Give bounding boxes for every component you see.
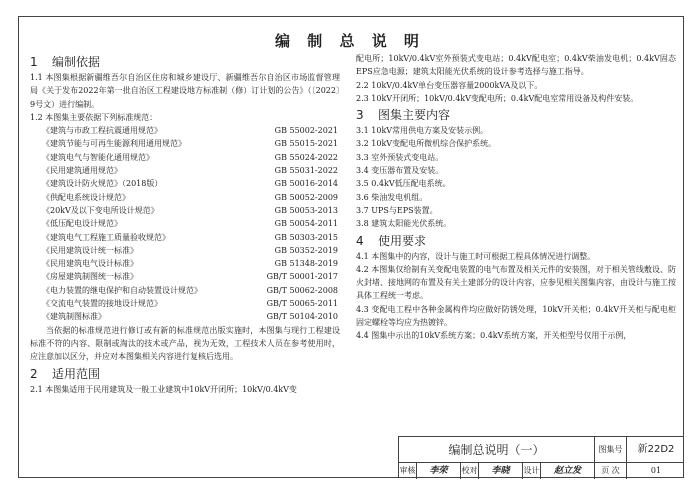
standard-code: GB 51348-2019 (274, 259, 338, 269)
section-2-heading: 2 适用范围 (30, 366, 101, 381)
standard-row (30, 297, 340, 310)
standard-name: 《民用建筑设计统一标准》 (42, 245, 138, 255)
standard-code: GB 55002-2021 (274, 126, 338, 136)
standard-name: 《建筑设计防火规范》（2018版） (42, 179, 163, 189)
standard-row (30, 231, 340, 244)
standard-name: 《建筑与市政工程抗震通用规范》 (42, 126, 162, 136)
design-signature: 赵立发 (541, 463, 595, 479)
standard-code: GB/T 50001-2017 (266, 272, 338, 282)
page-title: 编 制 总 说 明 (275, 32, 425, 50)
standard-row (30, 217, 340, 230)
para-1-1: 1.1 本图集根据新疆维吾尔自治区住房和城乡建设厅、新疆维吾尔自治区市场监督管理局《关于发布2022年第一批自治区工程建设地方标准制（修）订计划的公告》（〔2022〕9号文）进行编制。 (30, 73, 340, 109)
standard-name: 《20kV及以下变电所设计规范》 (42, 205, 159, 215)
standard-code: GB 50016-2014 (274, 179, 338, 189)
page-number: 01 (650, 466, 662, 475)
standard-row (30, 257, 340, 270)
standard-name: 《电力装置的继电保护和自动装置设计规范》 (42, 285, 202, 295)
para-2-1-cont: 配电所；10kV/0.4kV室外预装式变电站；0.4kV配电室；0.4kV柴油发电机；0.4kV固态EPS应急电源；建筑太阳能光伏系统的设计参考选择与施工指导。 (356, 54, 676, 77)
para-1-2: 1.2 本图集主要依据下列标准规范： (30, 112, 158, 122)
standard-name: 《交流电气装置的接地设计规范》 (42, 299, 162, 309)
review-label: 审核 (399, 463, 417, 479)
section-3-item: 3.1 10kV常用供电方案及安装示例。 (356, 126, 489, 136)
title-block-row-2 (399, 463, 684, 479)
section-3-item: 3.4 变压器布置及安装。 (356, 166, 444, 176)
standard-code: GB 50352-2019 (274, 245, 338, 255)
para-2-2: 2.2 10kV/0.4kV单台变压器容量2000kVA及以下。 (356, 80, 543, 90)
section-3-item: 3.3 室外预装式变电站。 (356, 152, 444, 162)
section-3-heading: 3 图集主要内容 (356, 108, 451, 123)
standard-row (30, 124, 340, 137)
title-block-row-1 (399, 437, 684, 463)
standard-name: 《供配电系统设计规范》 (42, 192, 130, 202)
standard-row (30, 164, 340, 177)
para-4-2: 4.2 本图集仅给制有关变配电装置的电气布置及相关元件的安装图，对于相关管线敷设、防火封堵、接地网的布置及有关土建部分的设计内容，应参见相关图集内容，由设计与施工按具体工程统一考虑。 (356, 264, 676, 301)
section-3-list (356, 124, 676, 230)
standard-code: GB 55024-2022 (274, 152, 338, 162)
title-block (398, 436, 684, 478)
atlas-label: 图集号 (595, 437, 627, 463)
section-3-item: 3.5 0.4kV低压配电系统。 (356, 179, 451, 189)
check-label: 校对 (461, 463, 479, 479)
standards-list (30, 124, 340, 323)
standard-row (30, 270, 340, 283)
para-4-1: 4.1 本图集中的内容，设计与施工时可根据工程具体情况进行调整。 (356, 251, 596, 261)
standard-code: GB/T 50062-2008 (266, 285, 338, 295)
standard-name: 《建筑电气与智能化通用规范》 (42, 152, 154, 162)
para-2-3: 2.3 10kV开闭所；10kV/0.4kV变配电所；0.4kV配电室常用设备及构件安装。 (356, 93, 639, 103)
standard-code: GB 50303-2015 (274, 232, 338, 242)
standard-row (30, 137, 340, 150)
standard-row (30, 177, 340, 190)
standard-code: GB 50052-2009 (274, 192, 338, 202)
standard-code: GB 55031-2022 (274, 166, 338, 176)
standard-row (30, 244, 340, 257)
review-signature: 李荣 (417, 463, 461, 479)
section-3-item: 3.2 10kV变配电所微机综合保护系统。 (356, 139, 497, 149)
note-paragraph: 当依据的标准规范进行修订或有新的标准规范出版实施时，本图集与现行工程建设标准不符的内容、限制或淘汰的技术或产品，视为无效，工程技术人员在参考使用时，应注意加以区分，并应对本图集相关内容进行复核后选用。 (30, 325, 340, 362)
design-label: 设计 (523, 463, 541, 479)
standard-row (30, 204, 340, 217)
standard-name: 《建筑制图标准》 (42, 312, 106, 322)
sheet-title: 编制总说明（一） (399, 437, 595, 463)
para-4-4: 4.4 图集中示出的10kV系统方案；0.4kV系统方案，开关柜型号仅用于示例， (356, 331, 632, 341)
left-column (30, 52, 340, 396)
para-4-3: 4.3 变配电工程中各种金属构件均应做好防锈处理，10kV开关柜；0.4kV开关柜与配电柜固定螺栓等均应为热镀锌。 (356, 304, 676, 328)
section-3-item: 3.7 UPS与EPS装置。 (356, 205, 438, 215)
standard-code: GB/T 50104-2010 (266, 312, 338, 322)
standard-name: 《民用建筑通用规范》 (42, 166, 122, 176)
standard-name: 《房屋建筑制图统一标准》 (42, 272, 138, 282)
standard-code: GB 50053-2013 (274, 205, 338, 215)
atlas-number: 新22D2 (637, 444, 675, 455)
section-3-item: 3.6 柴油发电机组。 (356, 192, 428, 202)
right-column (356, 52, 676, 343)
standard-row (30, 310, 340, 323)
standard-name: 《低压配电设计规范》 (42, 219, 122, 229)
para-2-1: 2.1 本图集适用于民用建筑及一般工业建筑中10kV开闭所；10kV/0.4kV变 (30, 384, 297, 394)
section-4-heading: 4 使用要求 (356, 233, 427, 248)
check-signature: 李晓 (479, 463, 523, 479)
standard-code: GB/T 50065-2011 (266, 299, 338, 309)
standard-name: 《建筑电气工程施工质量验收规范》 (42, 232, 170, 242)
page-label: 页 次 (595, 463, 627, 479)
standard-code: GB 55015-2021 (274, 139, 338, 149)
standard-row (30, 284, 340, 297)
section-3-item: 3.8 建筑太阳能光伏系统。 (356, 219, 452, 229)
standard-name: 《建筑节能与可再生能源利用通用规范》 (42, 139, 186, 149)
standard-row (30, 191, 340, 204)
standard-row (30, 151, 340, 164)
standard-name: 《民用建筑电气设计标准》 (42, 259, 138, 269)
section-1-heading: 1 编制依据 (30, 55, 101, 69)
standard-code: GB 50054-2011 (274, 219, 338, 229)
